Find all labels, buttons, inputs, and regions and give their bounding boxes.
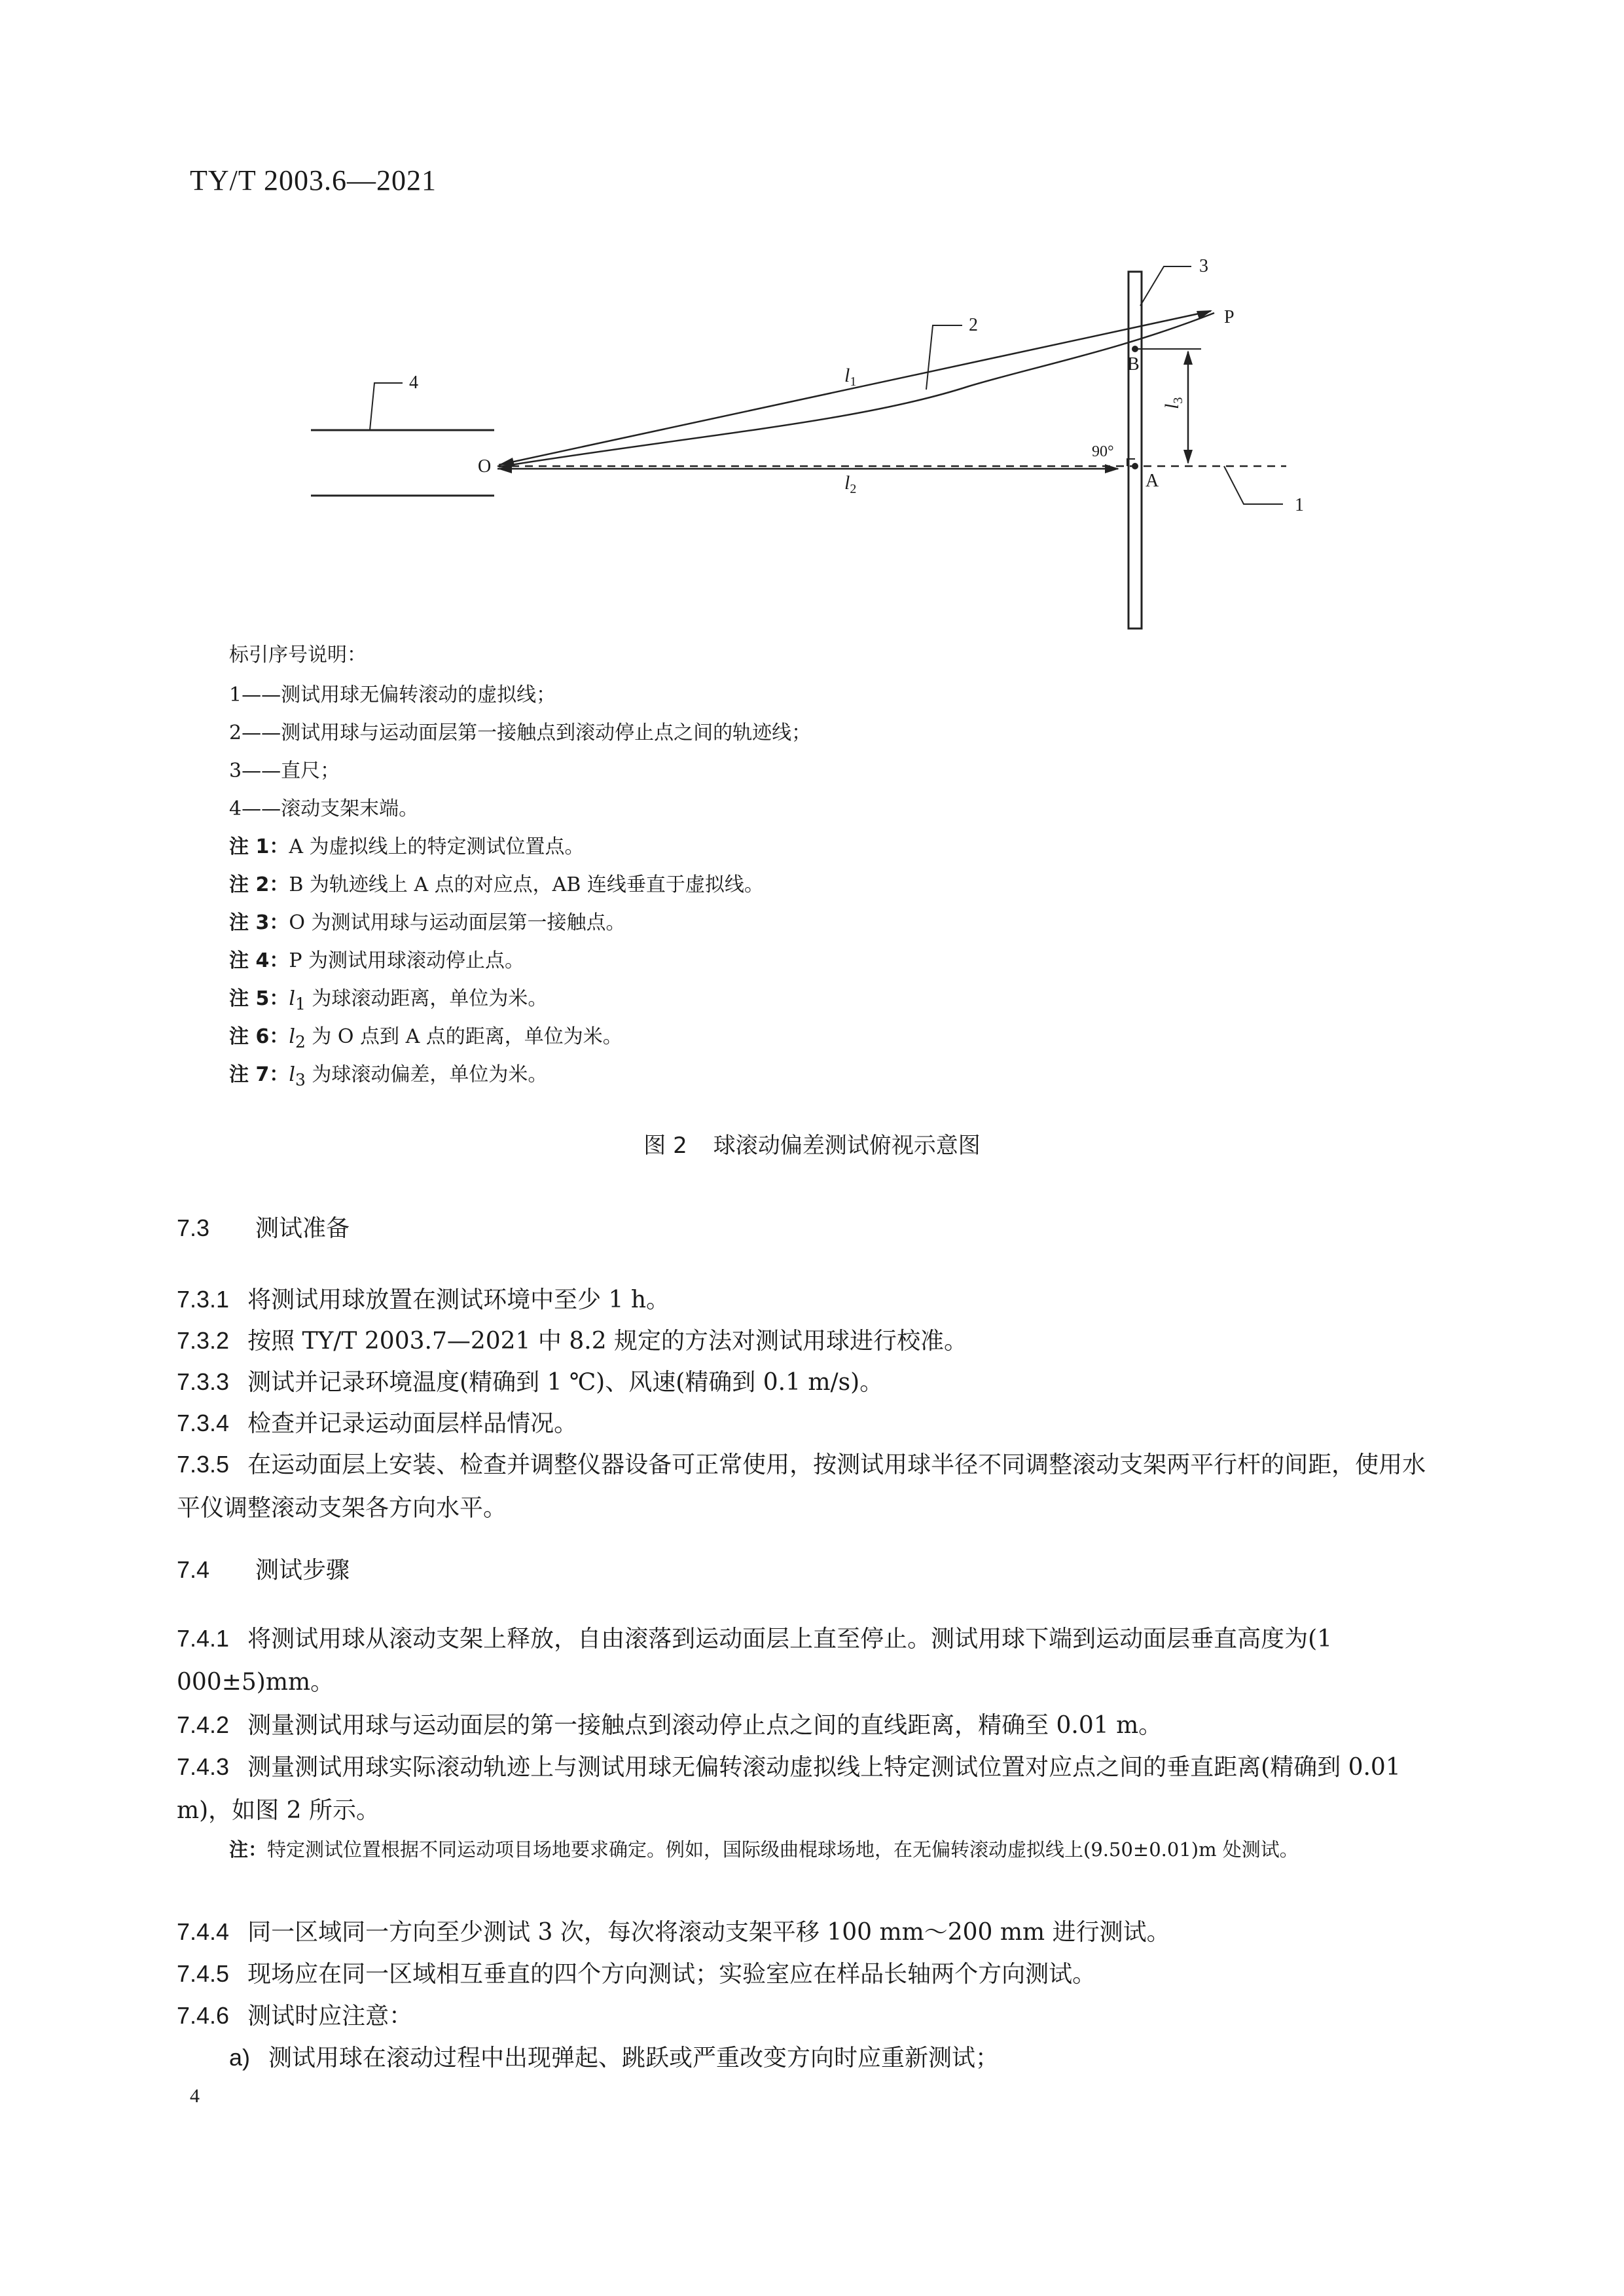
clause-7-4-3: 7.4.3 测量测试用球实际滚动轨迹上与测试用球无偏转滚动虚拟线上特定测试位置对应点之间的垂直距离(精确到 0.01 m)，如图 2 所示。 [177, 1753, 1401, 1824]
clause-7-4-5: 7.4.5 现场应在同一区域相互垂直的四个方向测试；实验室应在样品长轴两个方向测试。 [177, 1960, 1096, 1988]
callout-4-leader [370, 383, 403, 430]
callout-3: 3 [1199, 256, 1208, 276]
ruler [1128, 272, 1142, 629]
clause-7-3-3: 7.3.3 测试并记录环境温度(精确到 1 ℃)、风速(精确到 0.1 m/s)。 [177, 1368, 884, 1396]
point-B [1132, 346, 1138, 352]
label-B: B [1127, 354, 1140, 374]
clause-7-3-4: 7.3.4 检查并记录运动面层样品情况。 [177, 1410, 578, 1437]
section-heading-7-4: 7.4 测试步骤 [177, 1556, 350, 1584]
clause-7-4-1: 7.4.1 将测试用球从滚动支架上释放，自由滚落到运动面层上直至停止。测试用球下端到运动面层垂直高度为(1 000±5)mm。 [177, 1625, 1333, 1696]
callout-4: 4 [409, 373, 418, 393]
page-number: 4 [190, 2085, 200, 2107]
legend-list [229, 676, 811, 1094]
clause-7-4-6-a: a) 测试用球在滚动过程中出现弹起、跳跃或严重改变方向时应重新测试； [229, 2044, 1000, 2071]
callout-2: 2 [969, 315, 978, 335]
label-l3: $l_3$ [1161, 397, 1185, 409]
label-angle: 90° [1092, 443, 1114, 460]
clause-7-4-6: 7.4.6 测试时应注意： [177, 2002, 413, 2030]
label-P: P [1224, 307, 1235, 327]
clause-7-3-5: 7.3.5 在运动面层上安装、检查并调整仪器设备可正常使用，按测试用球半径不同调整滚动支架两平行杆的间距，使用水平仪调整滚动支架各方向水平。 [177, 1451, 1426, 1522]
legend-note: 注 7：$l_3$ 为球滚动偏差，单位为米。 [229, 1063, 548, 1089]
figure-caption [0, 1127, 1624, 1159]
legend-note: 注 3：O 为测试用球与运动面层第一接触点。 [229, 911, 626, 934]
callout-3-leader [1140, 266, 1191, 306]
clause-7-4-3-note: 注：特定测试位置根据不同运动项目场地要求确定。例如，国际级曲棍球场地，在无偏转滚动虚拟线上(9.50±0.01)m 处测试。 [229, 1838, 1299, 1861]
point-A [1132, 463, 1138, 469]
callout-1: 1 [1295, 495, 1304, 515]
legend-note: 注 4：P 为测试用球滚动停止点。 [229, 949, 525, 972]
legend-item: 2——测试用球与运动面层第一接触点到滚动停止点之间的轨迹线； [229, 721, 812, 744]
legend-item: 1——测试用球无偏转滚动的虚拟线； [229, 683, 556, 706]
ball-roll-diagram [301, 252, 1322, 632]
clause-7-4-4: 7.4.4 同一区域同一方向至少测试 3 次，每次将滚动支架平移 100 mm～200 mm 进行测试。 [177, 1918, 1170, 1946]
clause-7-3-1: 7.3.1 将测试用球放置在测试环境中至少 1 h。 [177, 1286, 670, 1313]
clause-7-3-2: 7.3.2 按照 TY/T 2003.7—2021 中 8.2 规定的方法对测试用球进行校准。 [177, 1327, 968, 1355]
label-l1: $l_1$ [844, 365, 857, 389]
legend-note: 注 5：$l_1$ 为球滚动距离，单位为米。 [229, 987, 548, 1013]
section-heading-7-3: 7.3 测试准备 [177, 1214, 350, 1242]
label-l2: $l_2$ [844, 472, 857, 496]
legend-note: 注 1：A 为虚拟线上的特定测试位置点。 [229, 835, 585, 858]
callout-1-leader [1224, 466, 1283, 504]
legend-note: 注 2：B 为轨迹线上 A 点的对应点，AB 连线垂直于虚拟线。 [229, 873, 764, 896]
figure-title: 球滚动偏差测试俯视示意图 [713, 1133, 981, 1159]
callout-2-leader [926, 325, 962, 390]
legend-item: 3——直尺； [229, 759, 340, 782]
label-A: A [1146, 471, 1159, 491]
document-header: TY/T 2003.6—2021 [190, 164, 437, 196]
legend-item: 4——滚动支架末端。 [229, 797, 419, 820]
legend-note: 注 6：$l_2$ 为 O 点到 A 点的距离，单位为米。 [229, 1025, 623, 1051]
legend-title: 标引序号说明： [229, 644, 367, 666]
clause-7-4-2: 7.4.2 测量测试用球与运动面层的第一接触点到滚动停止点之间的直线距离，精确至 0.01 m。 [177, 1711, 1163, 1739]
figure-number: 图 2 [643, 1133, 687, 1159]
label-O: O [478, 456, 492, 477]
